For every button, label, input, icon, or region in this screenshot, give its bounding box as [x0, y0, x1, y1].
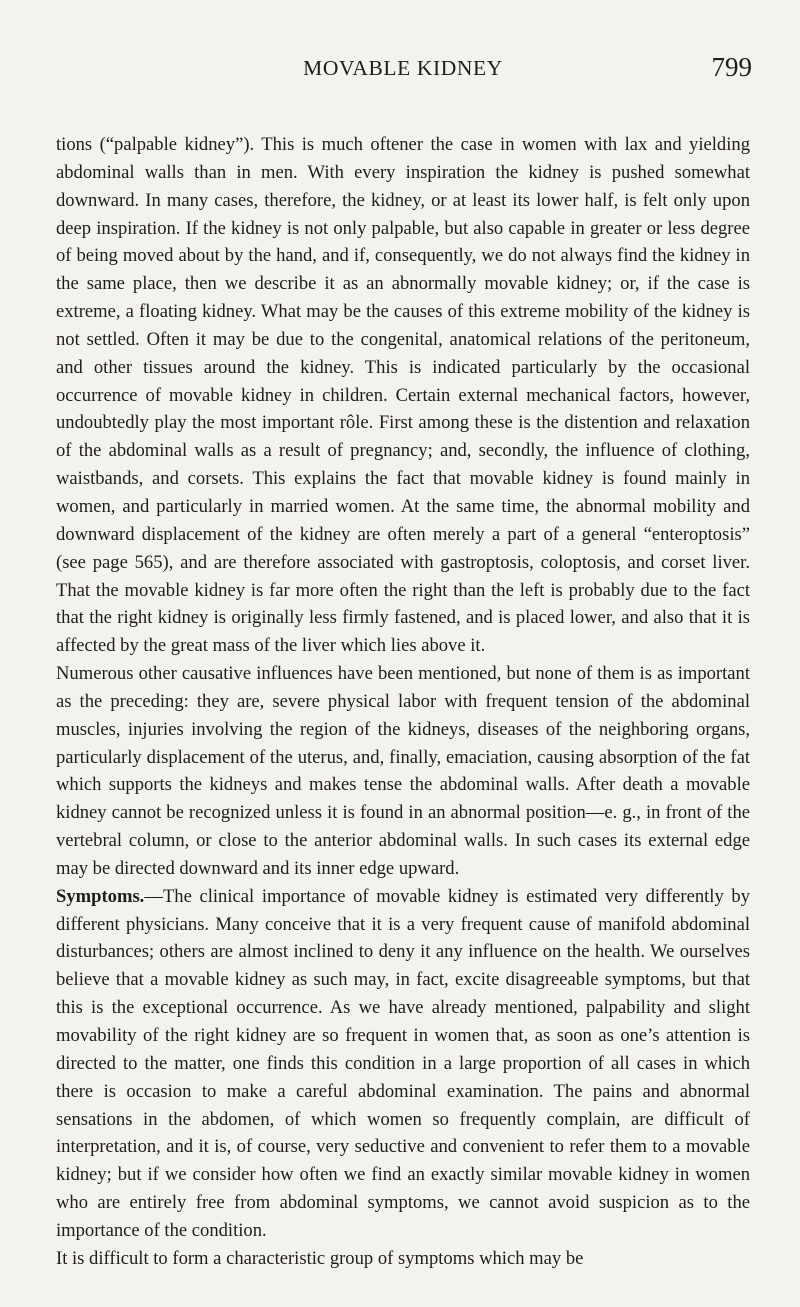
paragraph-text: It is difficult to form a characteristic group of symptoms which may be [56, 1247, 584, 1269]
body-text [56, 131, 750, 1273]
book-page [56, 52, 750, 1273]
paragraph-text: tions (“palpable kidney”). This is much oftener the case in women with lax and yielding abdominal walls than in men. With every inspiration the kidney is pushed somewhat downward. In many cases, therefore, the kidney, or at least its lower half, is felt only upon deep inspiration. If the kidney is not only palpable, but also capable in greater or less degree of being moved about by the hand, and if, consequently, we do not always find the kidney in the same place, then we describe it as an abnormally movable kidney; or, if the case is extreme, a floating kidney. What may be the causes of this extreme mobility of the kidney is not settled. Often it may be due to the congenital, anatomical relations of the peritoneum, and other tissues around the kidney. This is indicated particularly by the occasional occurrence of movable kidney in children. Certain external mechanical factors, however, undoubtedly play the most important rôle. First among these is the distention and relaxation of the abdominal walls as a result of pregnancy; and, secondly, the influence of clothing, waistbands, and corsets. This explains the fact that movable kidney is found mainly in women, and particularly in married women. At the same time, the abnormal mobility and downward displacement of the kidney are often merely a part of a general “enteroptosis” (see page 565), and are therefore associated with gastroptosis, coloptosis, and corset liver. That the movable kidney is far more often the right than the left is probably due to the fact that the right kidney is originally less firmly fastened, and is placed lower, and also that it is affected by the great mass of the liver which lies above it. [56, 134, 750, 657]
page-number: 799 [711, 52, 752, 82]
paragraph [56, 883, 750, 1245]
paragraph [56, 660, 750, 883]
running-header [56, 52, 750, 92]
paragraph [56, 131, 750, 660]
running-title: MOVABLE KIDNEY [303, 56, 503, 80]
paragraph-text: —The clinical importance of movable kidney is estimated very differently by different physicians. Many conceive that it is a very frequent cause of manifold abdominal disturbances; others are almost inclined to deny it any influence on the health. We ourselves believe that a movable kidney as such may, in fact, excite disagreeable symptoms, but that this is the exceptional occurrence. As we have already mentioned, palpability and slight movability of the right kidney are so frequent in women that, as soon as one’s attention is directed to the matter, one finds this condition in a large proportion of all cases in which there is occasion to make a careful abdominal examination. The pains and abnormal sensations in the abdomen, of which women so frequently complain, are difficult of interpretation, and it is, of course, very seductive and convenient to refer them to a movable kidney; but if we consider how often we find an exactly similar movable kidney in women who are entirely free from abdominal symptoms, we cannot avoid suspicion as to the importance of the condition. [56, 885, 750, 1241]
paragraph-text: Numerous other causative influences have been mentioned, but none of them is as important as the preceding: they are, severe physical labor with frequent tension of the abdominal muscles, injuries involving the region of the kidneys, diseases of the neighboring organs, particularly displacement of the uterus, and, finally, emaciation, causing absorption of the fat which supports the kidneys and makes tense the abdominal walls. After death a movable kidney cannot be recognized unless it is found in an abnormal position—e. g., in front of the vertebral column, or close to the anterior abdominal walls. In such cases its external edge may be directed downward and its inner edge upward. [56, 663, 750, 879]
section-heading: Symptoms. [56, 885, 145, 907]
paragraph [56, 1245, 750, 1273]
